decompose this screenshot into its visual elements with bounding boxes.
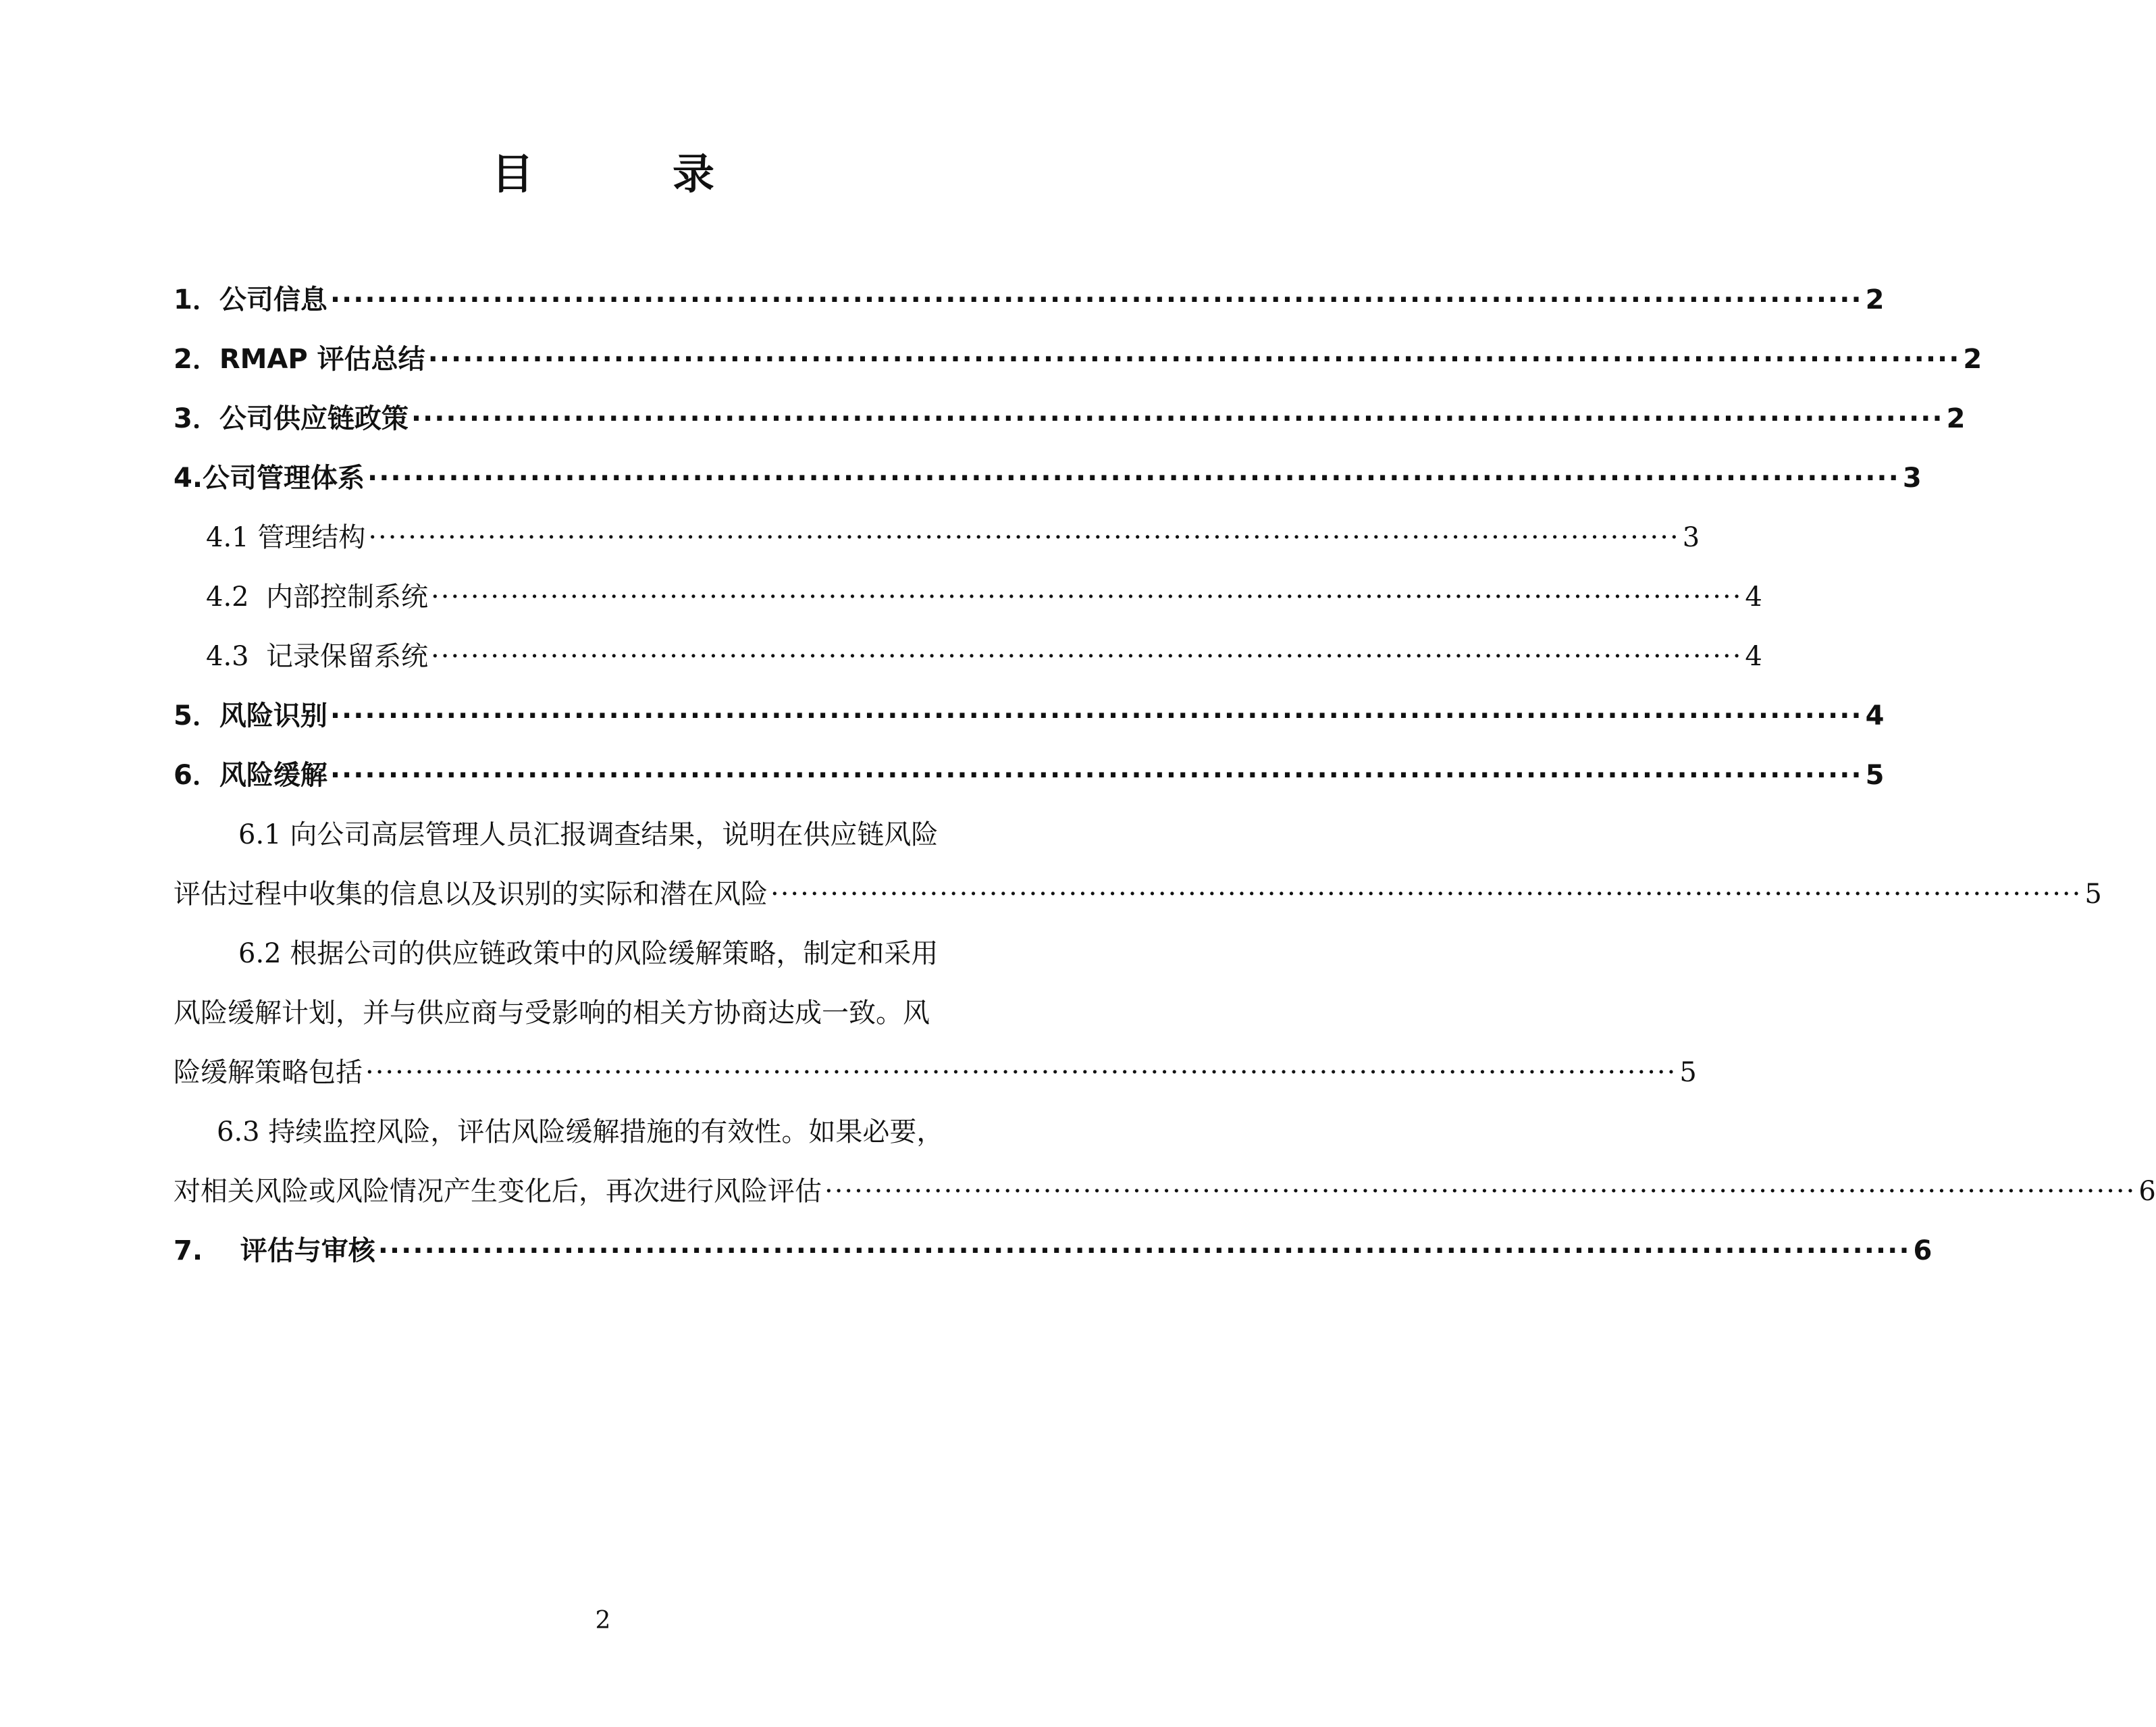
dot-leader: ····································································································································	[330, 760, 1863, 791]
toc-entry-6-3[interactable]	[174, 1102, 2156, 1221]
toc-entry-page: 2	[1865, 284, 1885, 315]
dot-leader: ····································································································································	[824, 1176, 2136, 1207]
toc-entry-4-1[interactable]	[174, 508, 1700, 567]
dot-leader: ····································································································································	[330, 700, 1863, 731]
toc-entry-7[interactable]	[174, 1221, 1932, 1281]
toc-entry-page: 6	[1913, 1235, 1932, 1266]
toc-entry-3[interactable]	[174, 389, 1966, 448]
toc-entry-text-line: 评估过程中收集的信息以及识别的实际和潜在风险	[174, 879, 768, 910]
toc-entry-text-line: 风险缓解计划，并与供应商与受影响的相关方协商达成一致。风	[174, 998, 930, 1029]
toc-entry-6[interactable]	[174, 746, 1885, 805]
toc-entry-label: 7. 评估与审核	[174, 1235, 375, 1266]
dot-leader: ····································································································································	[368, 522, 1680, 553]
toc-entry-label: 4.3 记录保留系统	[206, 641, 429, 672]
toc-entry-label: 6．风险缓解	[174, 760, 327, 791]
dot-leader: ····································································································································	[330, 284, 1863, 315]
toc-entry-text-line: 对相关风险或风险情况产生变化后，再次进行风险评估	[174, 1176, 822, 1207]
dot-leader: ····································································································································	[367, 463, 1900, 494]
toc-entry-last-line	[174, 865, 2102, 924]
toc-entry-label: 4.2 内部控制系统	[206, 582, 429, 613]
toc-entry-page: 3	[1682, 522, 1700, 553]
dot-leader: ····································································································································	[411, 403, 1944, 434]
toc-entry-label: 5．风险识别	[174, 700, 327, 731]
toc-entry-label: 1．公司信息	[174, 284, 327, 315]
toc-entry-label: 2．RMAP 评估总结	[174, 344, 425, 375]
toc-entry-page: 6	[2138, 1176, 2156, 1207]
dot-leader: ····································································································································	[431, 582, 1743, 613]
toc-list	[174, 270, 2156, 1281]
toc-entry-page: 5	[1679, 1057, 1697, 1088]
toc-entry-6-2[interactable]	[174, 924, 1697, 1102]
toc-entry-text-line: 6.1 向公司高层管理人员汇报调查结果，说明在供应链风险	[238, 819, 939, 850]
dot-leader: ····································································································································	[427, 344, 1961, 375]
toc-entry-4[interactable]	[174, 448, 1922, 508]
toc-entry-label: 4.公司管理体系	[174, 463, 365, 494]
toc-entry-page: 5	[1865, 760, 1885, 791]
toc-entry-page: 3	[1902, 463, 1922, 494]
toc-entry-4-3[interactable]	[174, 627, 1762, 686]
toc-entry-page: 5	[2084, 879, 2102, 910]
toc-entry-page: 2	[1946, 403, 1966, 434]
toc-entry-label: 3．公司供应链政策	[174, 403, 409, 434]
toc-title: 目 录	[491, 149, 763, 199]
toc-entry-2[interactable]	[174, 330, 1982, 389]
dot-leader: ····································································································································	[377, 1235, 1911, 1266]
dot-leader: ····································································································································	[770, 879, 2082, 910]
toc-entry-text-line: 6.3 持续监控风险，评估风险缓解措施的有效性。如果必要，	[217, 1116, 944, 1148]
toc-entry-page: 4	[1745, 641, 1762, 672]
dot-leader: ····································································································································	[431, 641, 1743, 672]
toc-entry-5[interactable]	[174, 686, 1885, 746]
page-number: 2	[595, 1607, 611, 1634]
toc-entry-label: 4.1 管理结构	[206, 522, 366, 553]
toc-entry-page: 4	[1745, 582, 1762, 613]
toc-entry-last-line	[174, 1043, 1697, 1102]
dot-leader: ····································································································································	[365, 1057, 1677, 1088]
toc-entry-4-2[interactable]	[174, 567, 1762, 627]
toc-entry-text-line: 险缓解策略包括	[174, 1057, 363, 1088]
toc-entry-6-1[interactable]	[174, 805, 2102, 924]
toc-entry-page: 2	[1963, 344, 1982, 375]
toc-entry-page: 4	[1865, 700, 1885, 731]
toc-entry-1[interactable]	[174, 270, 1885, 330]
toc-entry-last-line	[174, 1162, 2156, 1221]
toc-entry-text-line: 6.2 根据公司的供应链政策中的风险缓解策略，制定和采用	[238, 938, 939, 969]
